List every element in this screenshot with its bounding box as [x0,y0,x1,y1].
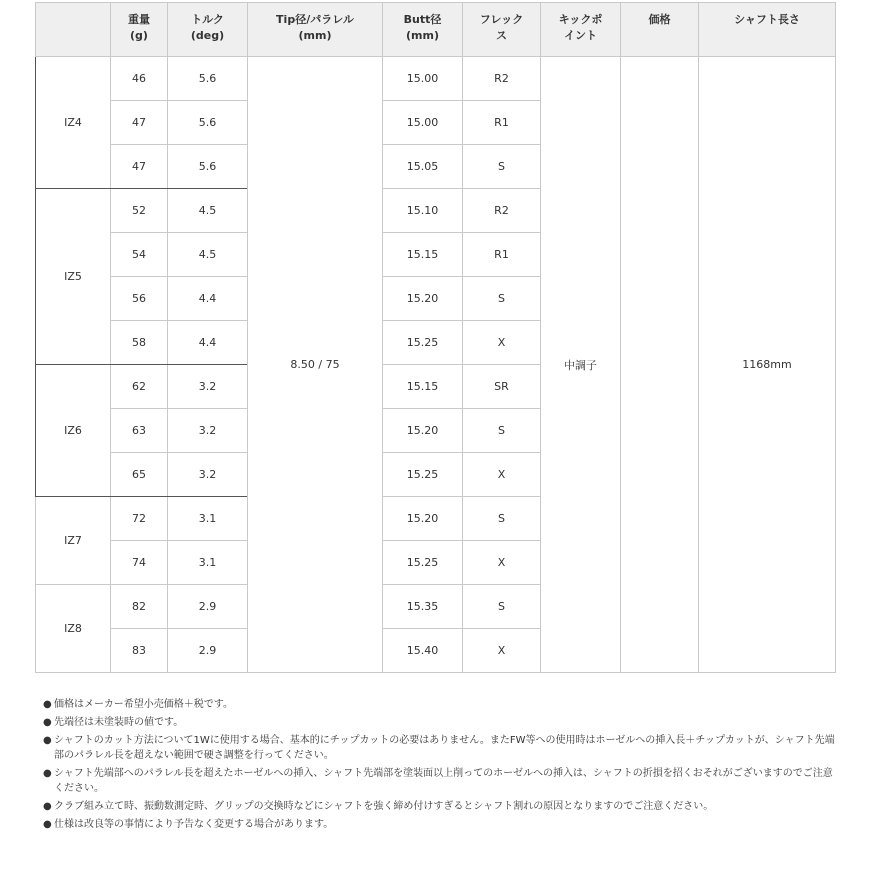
model-name-cell: IZ4 [36,57,111,189]
header-tip: Tip径/パラレル (mm) [248,3,383,57]
flex-cell: R1 [463,101,541,145]
notes-list [42,697,842,835]
note-item [42,799,842,814]
model-name-cell: IZ8 [36,585,111,673]
butt-diameter-cell: 15.25 [383,453,463,497]
flex-cell: SR [463,365,541,409]
bullet-icon: ● [43,801,52,812]
note-item [42,766,842,796]
model-name-cell: IZ6 [36,365,111,497]
butt-diameter-cell: 15.35 [383,585,463,629]
torque-cell: 2.9 [168,585,248,629]
header-torque: トルク (deg) [168,3,248,57]
torque-cell: 5.6 [168,57,248,101]
butt-diameter-cell: 15.15 [383,365,463,409]
butt-diameter-cell: 15.20 [383,277,463,321]
flex-cell: S [463,145,541,189]
torque-cell: 5.6 [168,145,248,189]
bullet-icon: ● [43,717,52,728]
note-item [42,817,842,832]
header-kickpoint: キックポ イント [541,3,621,57]
model-name-cell: IZ7 [36,497,111,585]
weight-cell: 63 [111,409,168,453]
flex-cell: R2 [463,57,541,101]
torque-cell: 5.6 [168,101,248,145]
flex-cell: S [463,497,541,541]
note-text: シャフト先端部へのパラレル長を超えたホーゼルへの挿入、シャフト先端部を塗装面以上削ってのホーゼルへの挿入は、シャフトの折損を招くおそれがございますのでご注意ください。 [54,768,833,794]
header-length: シャフト長さ [699,3,836,57]
note-text: 価格はメーカー希望小売価格＋税です。 [54,699,233,710]
tip-diameter-cell: 8.50 / 75 [248,57,383,673]
flex-cell: S [463,585,541,629]
weight-cell: 82 [111,585,168,629]
note-text: 仕様は改良等の事情により予告なく変更する場合があります。 [54,819,334,830]
note-text: 先端径は未塗装時の値です。 [54,717,184,728]
weight-cell: 58 [111,321,168,365]
kickpoint-cell: 中調子 [541,57,621,673]
torque-cell: 4.4 [168,277,248,321]
bullet-icon: ● [43,735,52,746]
model-name-cell: IZ5 [36,189,111,365]
torque-cell: 3.2 [168,409,248,453]
flex-cell: R1 [463,233,541,277]
weight-cell: 72 [111,497,168,541]
flex-cell: R2 [463,189,541,233]
butt-diameter-cell: 15.00 [383,101,463,145]
butt-diameter-cell: 15.00 [383,57,463,101]
torque-cell: 3.2 [168,365,248,409]
butt-diameter-cell: 15.05 [383,145,463,189]
flex-cell: X [463,321,541,365]
bullet-icon: ● [43,768,52,779]
header-butt: Butt径 (mm) [383,3,463,57]
torque-cell: 3.1 [168,497,248,541]
weight-cell: 47 [111,145,168,189]
butt-diameter-cell: 15.25 [383,541,463,585]
flex-cell: S [463,277,541,321]
torque-cell: 2.9 [168,629,248,673]
flex-cell: X [463,541,541,585]
weight-cell: 54 [111,233,168,277]
butt-diameter-cell: 15.10 [383,189,463,233]
note-text: シャフトのカット方法について1Wに使用する場合、基本的にチップカットの必要はありません。またFW等への使用時はホーゼルへの挿入長＋チップカットが、シャフト先端部のパラレル長を超えない範囲で硬さ調整を行ってください。 [54,735,835,761]
butt-diameter-cell: 15.25 [383,321,463,365]
shaft-length-cell: 1168mm [699,57,836,673]
note-item [42,715,842,730]
note-item [42,733,842,763]
header-weight: 重量 (g) [111,3,168,57]
flex-cell: X [463,629,541,673]
header-flex: フレック ス [463,3,541,57]
flex-cell: X [463,453,541,497]
torque-cell: 4.5 [168,233,248,277]
table-body [36,57,836,673]
torque-cell: 3.1 [168,541,248,585]
butt-diameter-cell: 15.20 [383,497,463,541]
weight-cell: 52 [111,189,168,233]
note-text: クラブ組み立て時、振動数測定時、グリップの交換時などにシャフトを強く締め付けすぎるとシャフト割れの原因となりますのでご注意ください。 [54,801,714,812]
note-item [42,697,842,712]
weight-cell: 65 [111,453,168,497]
price-cell [621,57,699,673]
weight-cell: 74 [111,541,168,585]
weight-cell: 83 [111,629,168,673]
table-header-row [36,3,836,57]
header-model [36,3,111,57]
table-row [36,57,836,101]
torque-cell: 4.4 [168,321,248,365]
bullet-icon: ● [43,819,52,830]
header-price: 価格 [621,3,699,57]
butt-diameter-cell: 15.40 [383,629,463,673]
bullet-icon: ● [43,699,52,710]
flex-cell: S [463,409,541,453]
shaft-spec-table [35,2,836,673]
torque-cell: 4.5 [168,189,248,233]
weight-cell: 56 [111,277,168,321]
weight-cell: 47 [111,101,168,145]
butt-diameter-cell: 15.15 [383,233,463,277]
butt-diameter-cell: 15.20 [383,409,463,453]
weight-cell: 46 [111,57,168,101]
weight-cell: 62 [111,365,168,409]
torque-cell: 3.2 [168,453,248,497]
